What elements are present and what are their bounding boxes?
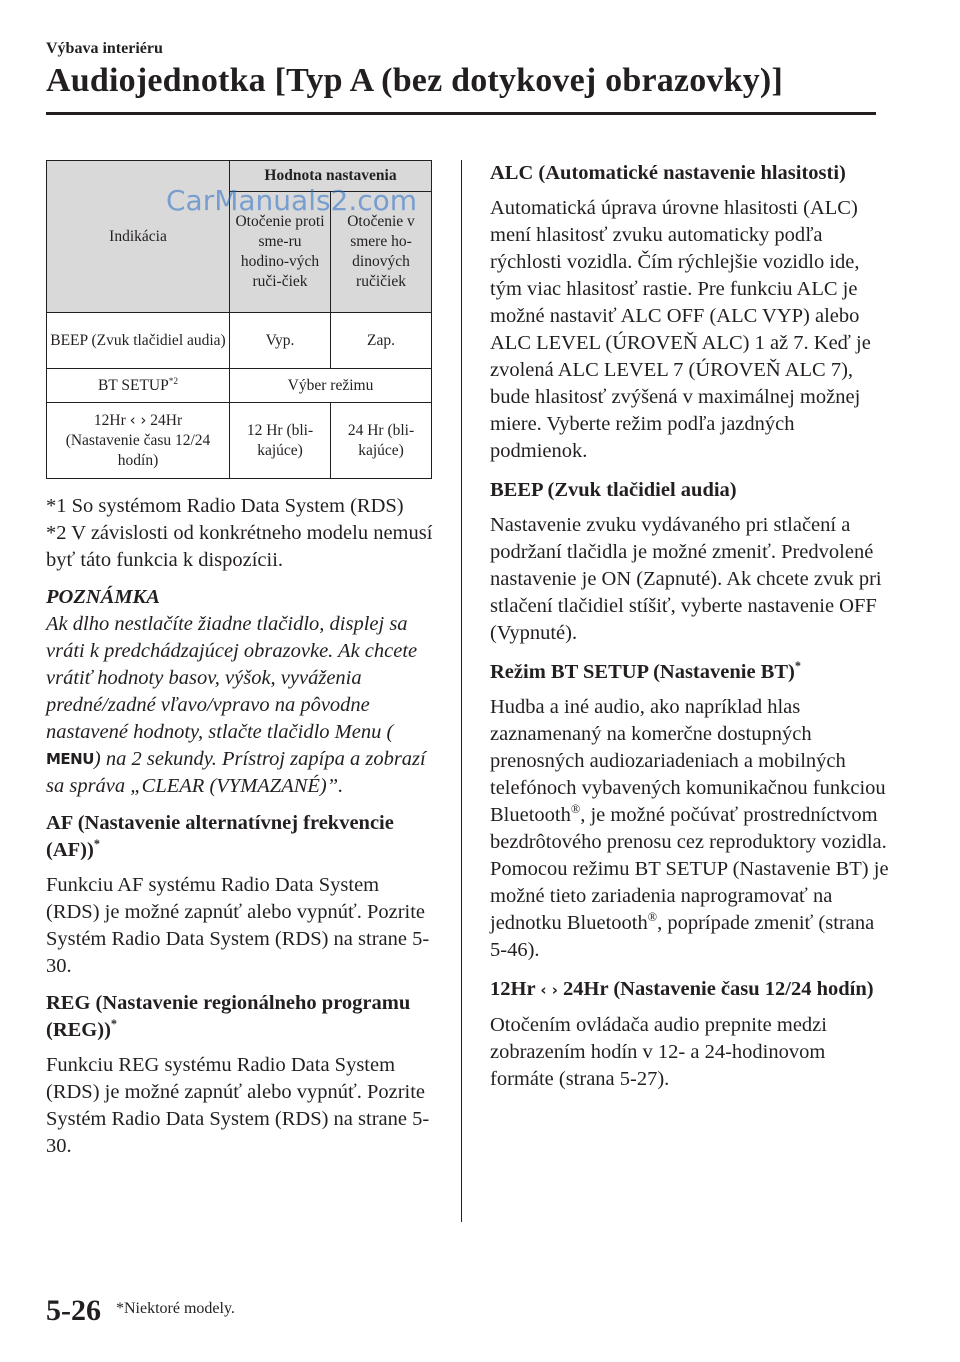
table-cell-ccw: 12 Hr (bli-kajúce) (230, 403, 331, 479)
registered-mark: ® (570, 802, 581, 817)
beep-text: Nastavenie zvuku vydávaného pri stlačení a podržaní tlačidla je možné zmeniť. Predvolené nastavenie je ON (Zapnuté). Ak chcete zvuk pri stlačení tlačidiel stíšiť, vyberte nastavenie OFF (Vypnuté). (490, 514, 882, 644)
title-rule (46, 112, 876, 115)
table-row (47, 369, 432, 403)
ccw-header: Otočenie proti sme-ru hodino-vých ruči-čiek (230, 192, 331, 313)
arrows-icon: ‹ › (540, 981, 558, 999)
clock-12hr-label: 12Hr (93, 412, 126, 429)
settings-table (46, 160, 432, 479)
footnote-marker: * (794, 659, 802, 674)
page-number: 5-26 (46, 1294, 101, 1327)
note-text (46, 611, 436, 800)
section-label: Výbava interiéru (46, 40, 163, 57)
column-divider (461, 160, 462, 1222)
bt-setup-label: BT SETUP (97, 376, 169, 394)
watermark: CarManuals2.com (166, 184, 418, 217)
arrows-icon: ‹ › (129, 411, 147, 429)
note-text-part-a: Ak dlho nestlačíte žiadne tlačidlo, displej sa vráti k predchádzajúcej obrazovke. Ak chcete vrátiť hodnoty basov, výšok, vyváženia predné/zadné vľavo/vpravo na pôvodne nastavené hodnoty, stlačte tlačidlo Menu ( (46, 613, 418, 743)
footnote-2: *2 V závislosti od konkrétneho modelu nemusí byť táto funkcia k dispozícii. (46, 522, 433, 571)
table-row (47, 313, 432, 369)
clock-setting-label: (Nastavenie času 12/24 hodín) (65, 432, 211, 469)
left-column (46, 160, 436, 1160)
value-header: Hodnota nastavenia (230, 161, 432, 192)
table-cell-merged: Výber režimu (230, 369, 432, 403)
beep-heading: BEEP (Zvuk tlačidiel audia) (490, 479, 737, 501)
table-header-row (47, 161, 432, 192)
table-row (47, 403, 432, 479)
note-text-part-b: ) na 2 sekundy. Prístroj zapípa a zobrazí sa správa „CLEAR (VYMAZANÉ)”. (46, 748, 426, 797)
table-cell-indication (47, 369, 230, 403)
bt-text: Hudba a iné audio, ako napríklad hlas zaznamenaný na komerčne dostupných prenosných audiozariadeniach a mobilných telefónoch vybavených komunikačnou funkciou Bluetooth®, je možné počúvať prostredníctvom bezdrôtového prenosu cez reproduktory vozidla. Pomocou režimu BT SETUP (Nastavenie BT) je možné tieto zariadenia naprogramovať na jednotku Bluetooth®, poprípade zmeniť (strana 5-46). (490, 696, 889, 961)
af-text: Funkciu AF systému Radio Data System (RDS) je možné zapnúť alebo vypnúť. Pozrite Systém Radio Data System (RDS) na strane 5-30. (46, 874, 430, 977)
cw-header: Otočenie v smere ho-dinových ručičiek (331, 192, 432, 313)
alc-heading: ALC (Automatické nastavenie hlasitosti) (490, 162, 846, 184)
table-cell-ccw: Vyp. (230, 313, 331, 369)
indication-header: Indikácia (47, 161, 230, 313)
page-title: Audiojednotka [Typ A (bez dotykovej obrazovky)] (46, 62, 783, 99)
footnote-marker: *2 (168, 376, 179, 387)
footnote-marker: * (93, 837, 100, 852)
table-cell-indication (47, 403, 230, 479)
clock-text: Otočením ovládača audio prepnite medzi zobrazením hodín v 12- a 24-hodinovom formáte (strana 5-27). (490, 1014, 827, 1090)
af-heading: AF (Nastavenie alternatívnej frekvencie (AF))* (46, 812, 394, 861)
table-cell-cw: Zap. (331, 313, 432, 369)
table-cell-cw: 24 Hr (bli-kajúce) (331, 403, 432, 479)
clock-24hr-label: 24Hr (150, 412, 183, 429)
table-cell-indication: BEEP (Zvuk tlačidiel audia) (47, 313, 230, 369)
reg-heading: REG (Nastavenie regionálneho programu (REG))* (46, 992, 411, 1041)
clock-heading: 12Hr ‹ › 24Hr (Nastavenie času 12/24 hodín) (490, 978, 874, 1000)
right-column (490, 160, 890, 1093)
footnote-marker: * (110, 1017, 118, 1032)
alc-text: Automatická úprava úrovne hlasitosti (ALC) mení hlasitosť zvuku automaticky podľa rýchlosti vozidla. Čím rýchlejšie vozidlo ide, tým viac hlasitosť rastie. Pre funkciu ALC je možné nastaviť ALC OFF (ALC VYP) alebo ALC LEVEL (ÚROVEŇ ALC) 1 až 7. Keď je zvolená ALC LEVEL 7 (ÚROVEŇ ALC 7), bude hlasitosť zvýšená v maximálnej možnej miere. Vyberte režim podľa jazdných podmienok. (490, 197, 871, 462)
footer-footnote: *Niektoré modely. (116, 1300, 235, 1317)
registered-mark: ® (647, 910, 658, 925)
note-title: POZNÁMKA (46, 586, 160, 608)
reg-text: Funkciu REG systému Radio Data System (RDS) je možné zapnúť alebo vypnúť. Pozrite Systém Radio Data System (RDS) na strane 5-30. (46, 1054, 430, 1157)
menu-button-icon: MENU (46, 750, 94, 768)
footnote-1: *1 So systémom Radio Data System (RDS) (46, 495, 404, 517)
bt-heading: Režim BT SETUP (Nastavenie BT)* (490, 659, 802, 683)
